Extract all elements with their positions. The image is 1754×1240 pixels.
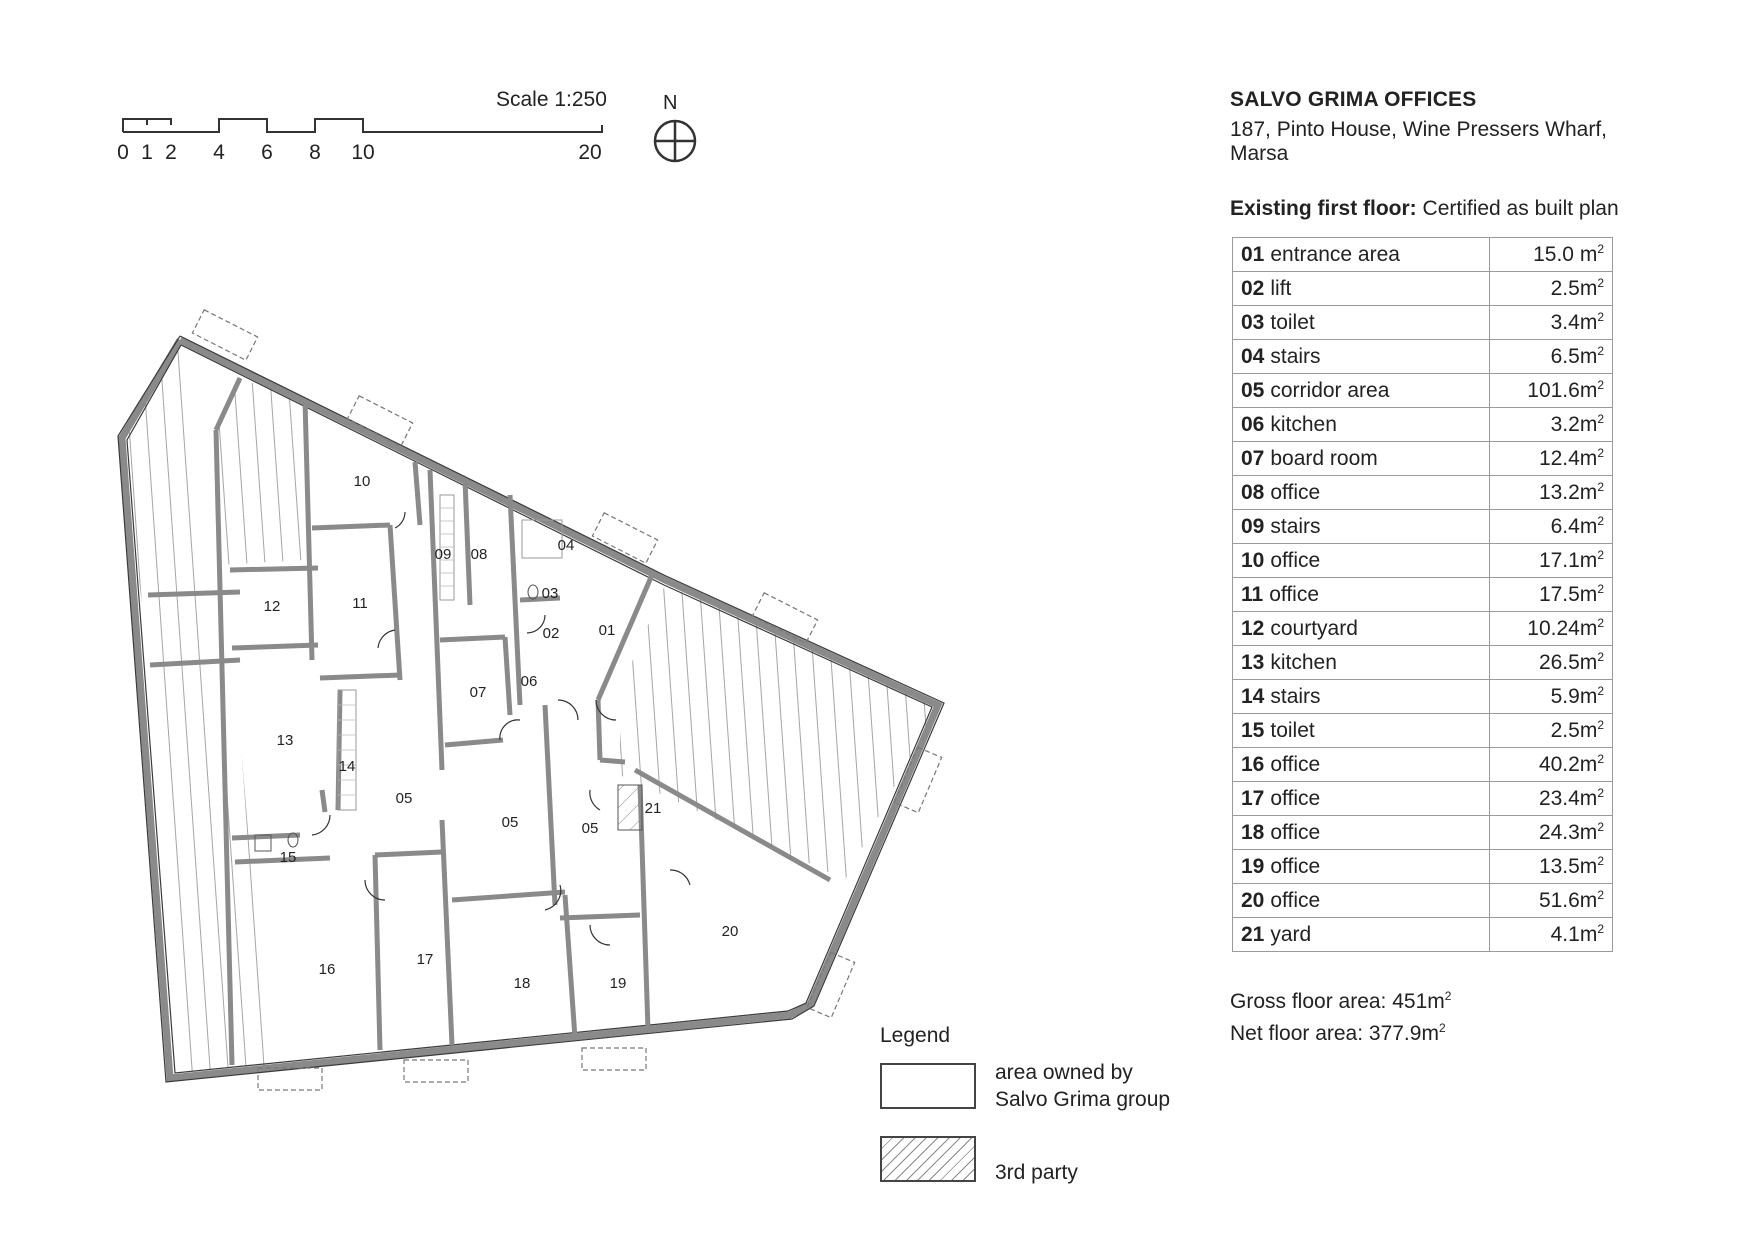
scale-tick-8: 8 <box>309 141 321 164</box>
room-area: 13.2m <box>1538 481 1598 504</box>
room-name: lift <box>1270 276 1292 300</box>
room-number: 20 <box>1241 888 1265 912</box>
room-row <box>1233 408 1613 442</box>
legend-swatch-owned <box>880 1063 976 1109</box>
area-superscript: 2 <box>1597 888 1604 902</box>
room-row <box>1233 340 1613 374</box>
third-party-area-west-south <box>158 735 268 1072</box>
legend-title: Legend <box>880 1024 951 1047</box>
area-superscript: 2 <box>1597 242 1604 256</box>
room-number: 01 <box>1241 242 1265 266</box>
area-superscript: 2 <box>1597 786 1604 800</box>
room-area: 24.3m <box>1538 821 1598 844</box>
room-label-15: 15 <box>279 849 297 866</box>
room-number: 15 <box>1241 718 1265 742</box>
scale-tick-6: 6 <box>261 141 273 164</box>
scale-tick-0: 0 <box>117 141 129 164</box>
room-label-09: 09 <box>434 546 452 563</box>
room-row <box>1233 918 1613 952</box>
room-name-cell <box>1233 816 1490 850</box>
room-row <box>1233 884 1613 918</box>
room-number: 05 <box>1241 378 1265 402</box>
plan-caption-bold: Existing first floor: <box>1230 197 1417 220</box>
room-area-cell <box>1490 476 1613 510</box>
area-superscript: 2 <box>1597 310 1604 324</box>
room-name-cell <box>1233 442 1490 476</box>
room-number: 18 <box>1241 820 1265 844</box>
room-area: 10.24m <box>1527 617 1598 640</box>
room-name: stairs <box>1270 684 1321 708</box>
room-number: 11 <box>1241 582 1264 606</box>
room-name: office <box>1270 480 1321 504</box>
room-area-cell <box>1490 306 1613 340</box>
room-row <box>1233 272 1613 306</box>
room-row <box>1233 510 1613 544</box>
room-label-05-west: 05 <box>395 790 413 807</box>
room-label-05-mid: 05 <box>501 814 519 831</box>
room-name-cell <box>1233 374 1490 408</box>
title-block <box>1230 88 1670 166</box>
room-name-cell <box>1233 476 1490 510</box>
room-area: 101.6m <box>1527 379 1598 402</box>
third-party-area-west-mid <box>150 662 220 742</box>
room-area-cell <box>1490 238 1613 272</box>
room-name: toilet <box>1270 310 1315 334</box>
room-number: 13 <box>1241 650 1265 674</box>
room-area: 2.5m <box>1550 719 1598 742</box>
area-superscript: 2 <box>1597 548 1604 562</box>
room-area: 40.2m <box>1538 753 1598 776</box>
legend-label-third-party: 3rd party <box>995 1161 1078 1184</box>
room-row <box>1233 374 1613 408</box>
room-number: 08 <box>1241 480 1265 504</box>
room-area: 6.5m <box>1550 345 1598 368</box>
room-area-cell <box>1490 850 1613 884</box>
room-area: 6.4m <box>1550 515 1598 538</box>
room-row <box>1233 306 1613 340</box>
yard-21-paving <box>618 785 642 830</box>
room-number: 07 <box>1241 446 1265 470</box>
room-name: courtyard <box>1270 616 1358 640</box>
room-name: office <box>1269 582 1320 606</box>
room-row <box>1233 816 1613 850</box>
area-superscript: 2 <box>1597 344 1604 358</box>
room-name: kitchen <box>1270 412 1337 436</box>
room-name-cell <box>1233 272 1490 306</box>
room-label-04: 04 <box>557 537 575 554</box>
room-label-11: 11 <box>352 595 368 612</box>
legend-label-owned: area owned by Salvo Grima group <box>995 1061 1171 1111</box>
room-row <box>1233 850 1613 884</box>
legend-swatch-third-party <box>880 1136 976 1182</box>
room-number: 09 <box>1241 514 1265 538</box>
room-area: 3.2m <box>1550 413 1598 436</box>
room-name-cell <box>1233 408 1490 442</box>
room-area: 13.5m <box>1538 855 1598 878</box>
room-area-cell <box>1490 442 1613 476</box>
area-superscript: 2 <box>1597 820 1604 834</box>
room-area-cell <box>1490 272 1613 306</box>
room-label-06: 06 <box>520 673 538 690</box>
area-superscript: 2 <box>1597 616 1604 630</box>
room-area-cell <box>1490 680 1613 714</box>
room-name-cell <box>1233 782 1490 816</box>
plan-caption-rest: Certified as built plan <box>1416 197 1619 220</box>
room-name: office <box>1270 854 1321 878</box>
room-name: office <box>1270 888 1321 912</box>
room-area-cell <box>1490 612 1613 646</box>
room-label-16: 16 <box>318 961 336 978</box>
room-name-cell <box>1233 884 1490 918</box>
room-label-17: 17 <box>416 951 434 968</box>
room-area-cell <box>1490 782 1613 816</box>
room-name-cell <box>1233 510 1490 544</box>
room-name-cell <box>1233 850 1490 884</box>
room-area: 4.1m <box>1550 923 1598 946</box>
room-area: 17.5m <box>1538 583 1598 606</box>
room-row <box>1233 612 1613 646</box>
area-superscript: 2 <box>1597 412 1604 426</box>
room-number: 19 <box>1241 854 1265 878</box>
area-superscript: 2 <box>1597 718 1604 732</box>
room-name-cell <box>1233 748 1490 782</box>
room-name-cell <box>1233 680 1490 714</box>
area-superscript: 2 <box>1597 480 1604 494</box>
room-name: office <box>1270 548 1321 572</box>
room-area-cell <box>1490 340 1613 374</box>
room-name-cell <box>1233 714 1490 748</box>
room-label-01: 01 <box>598 622 616 639</box>
room-area-cell <box>1490 578 1613 612</box>
room-row <box>1233 782 1613 816</box>
room-area: 15.0 m <box>1533 243 1598 266</box>
room-label-21: 21 <box>644 800 662 817</box>
room-row <box>1233 544 1613 578</box>
document-address: 187, Pinto House, Wine Pressers Wharf, Marsa <box>1230 118 1607 165</box>
room-label-13: 13 <box>276 732 294 749</box>
room-area: 3.4m <box>1550 311 1598 334</box>
room-area-cell <box>1490 646 1613 680</box>
room-name: stairs <box>1270 344 1321 368</box>
room-area-cell <box>1490 374 1613 408</box>
room-name: office <box>1270 752 1321 776</box>
room-area-cell <box>1490 918 1613 952</box>
room-number: 10 <box>1241 548 1265 572</box>
room-name-cell <box>1233 612 1490 646</box>
room-label-18: 18 <box>513 975 531 992</box>
scale-tick-4: 4 <box>213 141 225 164</box>
room-name: stairs <box>1270 514 1321 538</box>
room-area: 2.5m <box>1550 277 1598 300</box>
room-label-14: 14 <box>338 758 356 775</box>
room-area-cell <box>1490 408 1613 442</box>
scale-label: Scale 1:250 <box>496 88 607 111</box>
room-name-cell <box>1233 918 1490 952</box>
room-row <box>1233 680 1613 714</box>
third-party-area-north <box>218 380 305 565</box>
north-label: N <box>663 92 678 114</box>
area-superscript: 2 <box>1597 446 1604 460</box>
room-number: 17 <box>1241 786 1265 810</box>
area-superscript: 2 <box>1597 378 1604 392</box>
room-name: kitchen <box>1270 650 1337 674</box>
area-superscript: 2 <box>1597 752 1604 766</box>
room-name: office <box>1270 820 1321 844</box>
room-label-08: 08 <box>470 546 488 563</box>
room-area-cell <box>1490 714 1613 748</box>
room-row <box>1233 442 1613 476</box>
room-row <box>1233 238 1613 272</box>
room-number: 16 <box>1241 752 1265 776</box>
room-number: 06 <box>1241 412 1265 436</box>
room-label-03: 03 <box>541 585 559 602</box>
room-name: board room <box>1270 446 1378 470</box>
room-area-cell <box>1490 544 1613 578</box>
area-superscript: 2 <box>1597 514 1604 528</box>
room-area: 23.4m <box>1538 787 1598 810</box>
area-superscript: 2 <box>1597 276 1604 290</box>
scale-tick-20: 20 <box>578 141 602 164</box>
area-totals <box>1230 983 1451 1047</box>
room-name: corridor area <box>1270 378 1390 402</box>
plan-caption <box>1230 197 1619 221</box>
room-row <box>1233 748 1613 782</box>
room-name: entrance area <box>1270 242 1400 266</box>
room-name: office <box>1270 786 1321 810</box>
room-label-02: 02 <box>542 625 560 642</box>
scale-tick-1: 1 <box>141 141 153 164</box>
room-name-cell <box>1233 340 1490 374</box>
scale-tick-10: 10 <box>351 141 375 164</box>
room-label-07: 07 <box>469 684 487 701</box>
room-name-cell <box>1233 544 1490 578</box>
room-area-cell <box>1490 816 1613 850</box>
room-label-12: 12 <box>263 598 281 615</box>
room-label-20: 20 <box>721 923 739 940</box>
gross-floor-area: Gross floor area: $451m^2$ <box>1230 989 1452 1013</box>
room-row <box>1233 476 1613 510</box>
room-label-19: 19 <box>609 975 627 992</box>
room-name-cell <box>1233 238 1490 272</box>
area-superscript: 2 <box>1597 922 1604 936</box>
area-superscript: 2 <box>1597 650 1604 664</box>
room-number: 12 <box>1241 616 1265 640</box>
room-number: 14 <box>1241 684 1265 708</box>
room-number: 21 <box>1241 922 1265 946</box>
room-name-cell <box>1233 306 1490 340</box>
room-row <box>1233 578 1613 612</box>
room-label-10: 10 <box>353 473 371 490</box>
document-title: SALVO GRIMA OFFICES <box>1230 88 1477 111</box>
room-label-05-east: 05 <box>581 820 599 837</box>
area-superscript: 2 <box>1597 854 1604 868</box>
scale-tick-2: 2 <box>165 141 177 164</box>
room-name-cell <box>1233 578 1490 612</box>
area-superscript: 2 <box>1597 582 1604 596</box>
room-number: 02 <box>1241 276 1265 300</box>
room-area-cell <box>1490 510 1613 544</box>
room-schedule-table <box>1232 237 1613 952</box>
room-number: 04 <box>1241 344 1265 368</box>
room-number: 03 <box>1241 310 1265 334</box>
room-name: toilet <box>1270 718 1315 742</box>
area-superscript: 2 <box>1597 684 1604 698</box>
room-area: 12.4m <box>1538 447 1598 470</box>
room-name-cell <box>1233 646 1490 680</box>
room-row <box>1233 714 1613 748</box>
room-name: yard <box>1270 922 1312 946</box>
room-area: 17.1m <box>1538 549 1598 572</box>
net-floor-area: Net floor area: $377.9m^2$ <box>1230 1021 1446 1045</box>
room-area: 51.6m <box>1538 889 1598 912</box>
room-area: 5.9m <box>1550 685 1598 708</box>
room-area: 26.5m <box>1538 651 1598 674</box>
room-row <box>1233 646 1613 680</box>
room-area-cell <box>1490 884 1613 918</box>
room-area-cell <box>1490 748 1613 782</box>
